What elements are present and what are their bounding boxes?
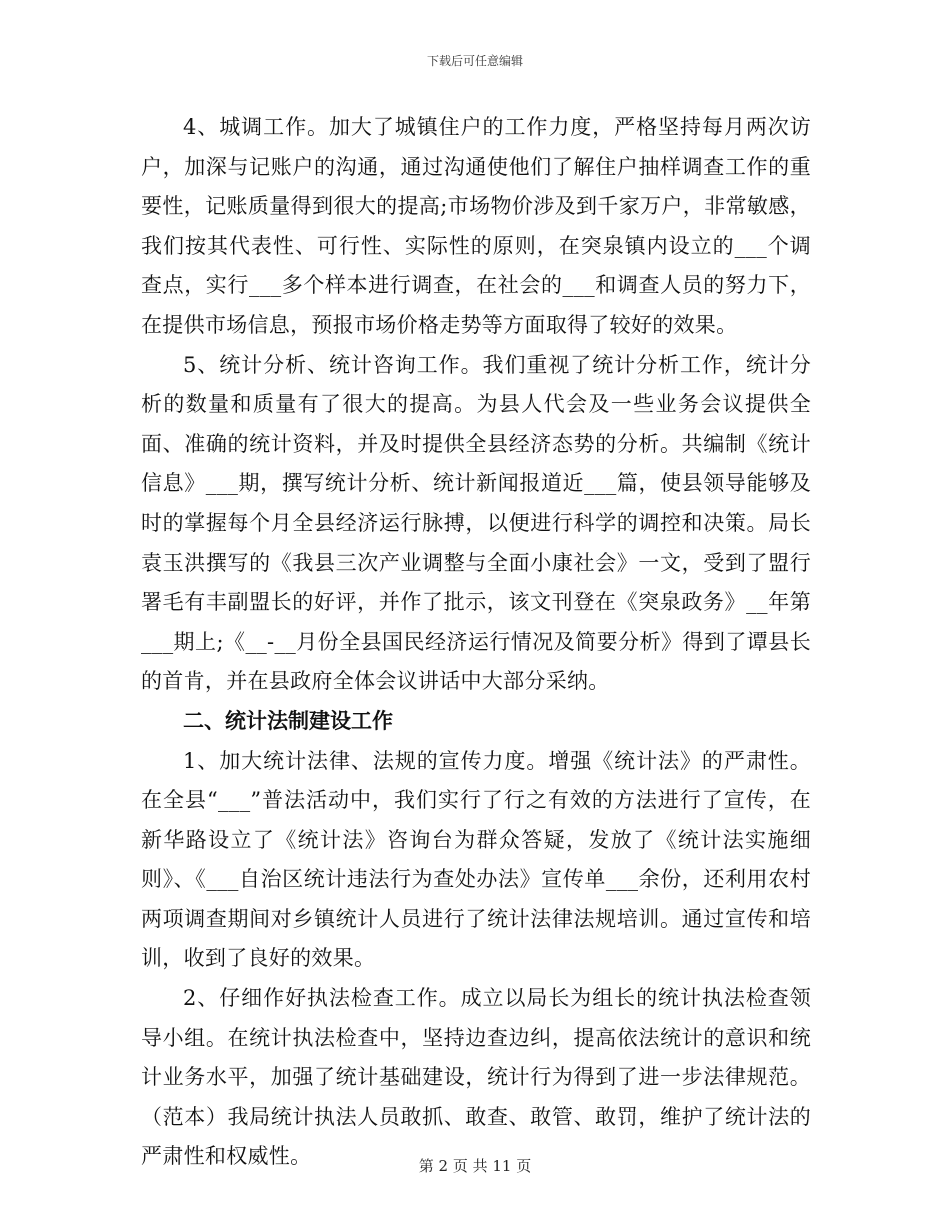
page-header: 下载后可任意编辑: [426, 54, 523, 68]
page-footer: 第 2 页 共 11 页: [418, 1157, 532, 1175]
paragraph-legal-publicity: 1、加大统计法律、法规的宣传力度。增强《统计法》的严肃性。在全县“___”普法活动中，我们实行了行之有效的方法进行了宣传，在新华路设立了《统计法》咨询台为群众答疑，发放了《统计法实施细则》、《___自治区统计违法行为查处办法》宣传单___余份，还利用农村两项调查期间对乡镇统计人员进行了统计法律法规培训。通过宣传和培训，收到了良好的效果。: [141, 748, 811, 971]
document-body: [141, 108, 811, 1177]
paragraph-urban-survey: 4、城调工作。加大了城镇住户的工作力度，严格坚持每月两次访户，加深与记账户的沟通，通过沟通使他们了解住户抽样调查工作的重要性，记账质量得到很大的提高;市场物价涉及到千家万户，非常敏感，我们按其代表性、可行性、实际性的原则，在突泉镇内设立的___个调查点，实行___多个样本进行调查，在社会的___和调查人员的努力下，在提供市场信息，预报市场价格走势等方面取得了较好的效果。: [141, 115, 811, 337]
section-heading-legal-construction: 二、统计法制建设工作: [183, 708, 393, 733]
paragraph-law-enforcement: 2、仔细作好执法检查工作。成立以局长为组长的统计执法检查领导小组。在统计执法检查中，坚持边查边纠，提高依法统计的意识和统计业务水平，加强了统计基础建设，统计行为得到了进一步法律规范。（范本）我局统计执法人员敢抓、敢查、敢管、敢罚，维护了统计法的严肃性和权威性。: [141, 986, 811, 1169]
paragraph-statistical-analysis: 5、统计分析、统计咨询工作。我们重视了统计分析工作，统计分析的数量和质量有了很大的提高。为县人代会及一些业务会议提供全面、准确的统计资料，并及时提供全县经济态势的分析。共编制《统计信息》___期，撰写统计分析、统计新闻报道近___篇，使县领导能够及时的掌握每个月全县经济运行脉搏，以便进行科学的调控和决策。局长袁玉洪撰写的《我县三次产业调整与全面小康社会》一文，受到了盟行署毛有丰副盟长的好评，并作了批示，该文刊登在《突泉政务》__年第___期上;《__-__月份全县国民经济运行情况及简要分析》得到了谭县长的首肯，并在县政府全体会议讲话中大部分采纳。: [141, 352, 811, 694]
